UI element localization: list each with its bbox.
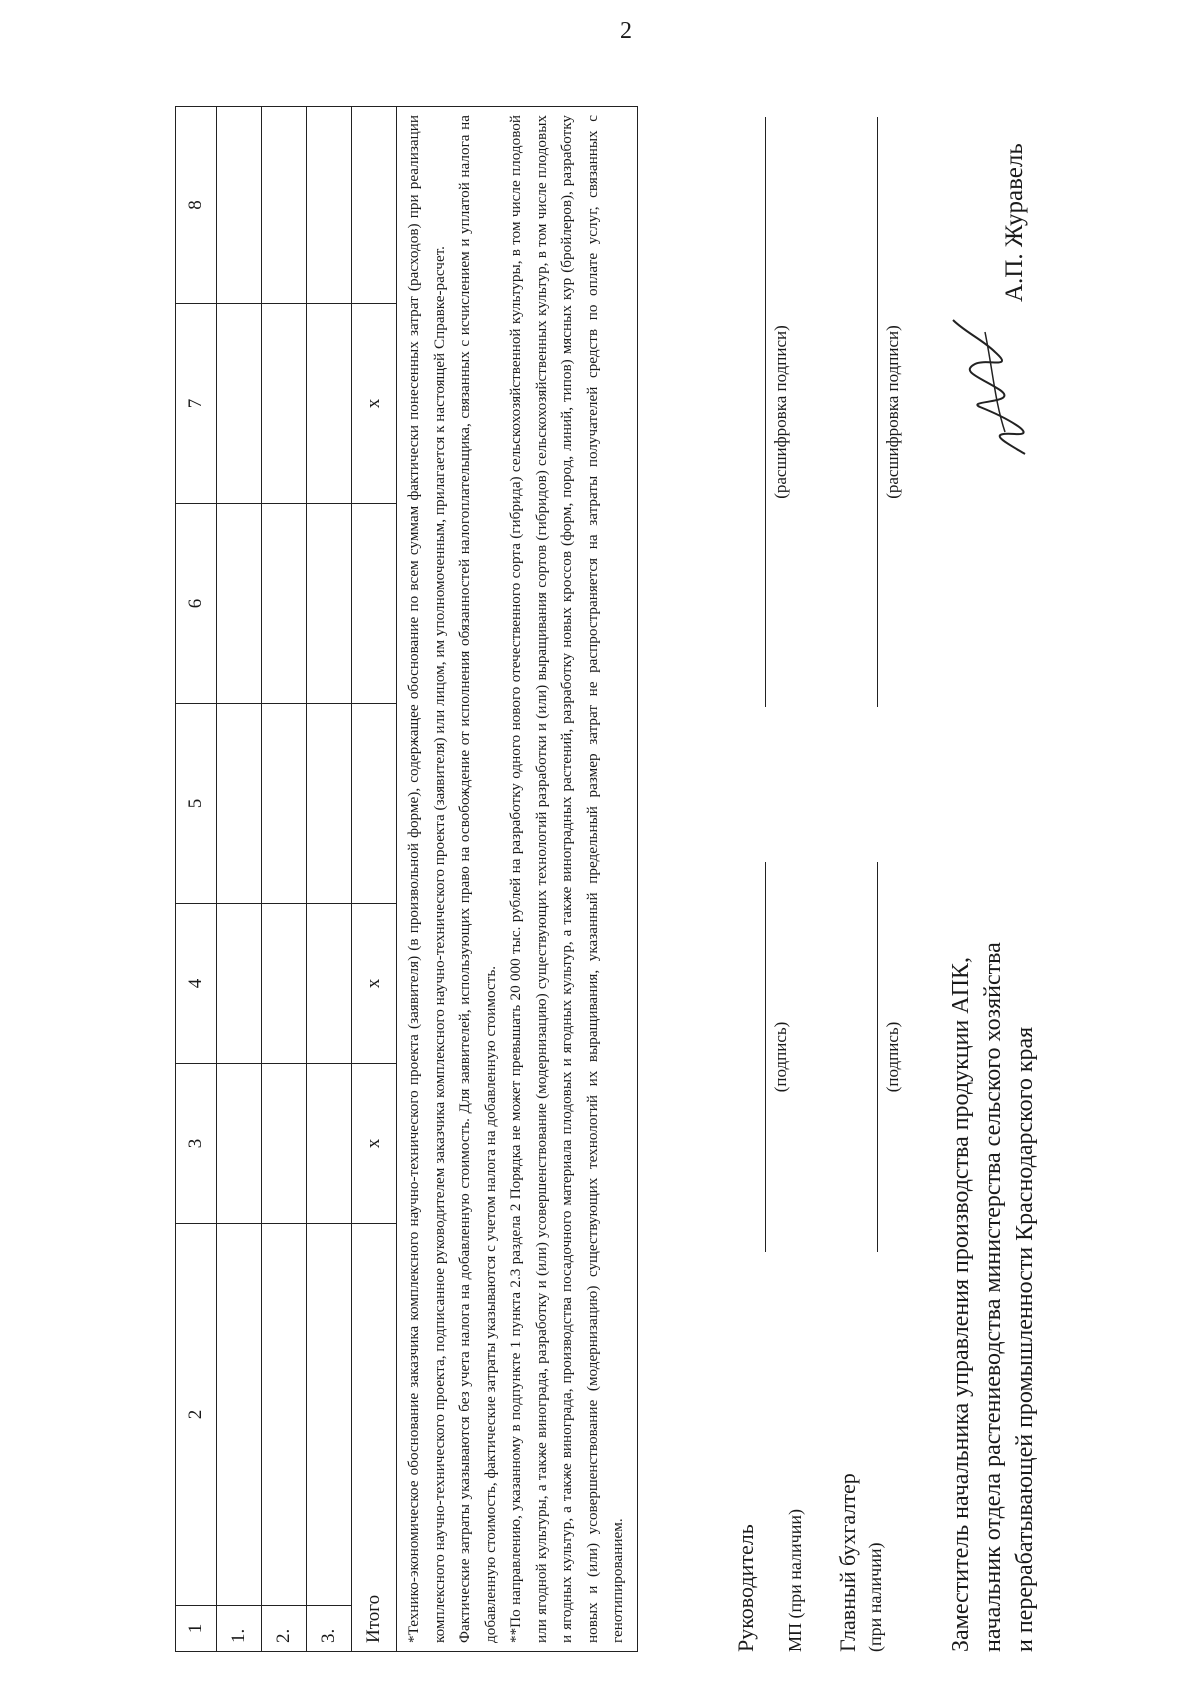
head-title: Руководитель (733, 1524, 758, 1652)
header-cell: 8 (176, 107, 217, 304)
table-cell (307, 107, 352, 304)
total-label: Итого (352, 1224, 397, 1652)
notes-row (397, 107, 638, 1652)
row-number: 3. (307, 1606, 352, 1652)
header-cell: 2 (176, 1224, 217, 1606)
accountant-sign-line (877, 862, 878, 1252)
head-sign-line (765, 862, 766, 1252)
table-cell (262, 1224, 307, 1606)
handwritten-signature-icon (945, 312, 1045, 462)
table-cell (307, 1064, 352, 1224)
accountant-note: (при наличии) (865, 1542, 885, 1652)
calculation-table (175, 106, 638, 1652)
accountant-decode-caption: (расшифровка подписи) (883, 325, 902, 499)
footnotes (397, 107, 638, 1652)
head-decode-line (765, 117, 766, 707)
table-cell (262, 304, 307, 504)
header-cell: 7 (176, 304, 217, 504)
table-cell (262, 904, 307, 1064)
table-cell (262, 107, 307, 304)
table-cell (262, 504, 307, 704)
approver-position (945, 942, 1041, 1652)
header-cell: 4 (176, 904, 217, 1064)
approver-line: начальник отдела растениеводства министерства сельского хозяйства (980, 942, 1006, 1652)
table-row (217, 107, 262, 1652)
table-cell (217, 704, 262, 904)
table-header-row (176, 107, 217, 1652)
total-cell (352, 107, 397, 304)
accountant-title: Главный бухгалтер (835, 1473, 860, 1652)
approver-line: Заместитель начальника управления производства продукции АПК, (948, 957, 974, 1652)
footnote-2: Фактические затраты указываются без учета налога на добавленную стоимость. Для заявителей, использующих право на освобождение от исполнения обязанностей налогоплательщика, связанных с исчислением и уплатой налога на добавленную стоимость, фактические затраты указываются с учетом налога на добавленную стоимость. (456, 115, 499, 1643)
table-cell (217, 1224, 262, 1606)
total-cell: х (352, 904, 397, 1064)
table-cell (307, 1224, 352, 1606)
total-row (352, 107, 397, 1652)
table-row (307, 107, 352, 1652)
table-cell (307, 904, 352, 1064)
total-cell: х (352, 304, 397, 504)
header-cell: 5 (176, 704, 217, 904)
total-cell: х (352, 1064, 397, 1224)
table-cell (307, 504, 352, 704)
table-cell (307, 304, 352, 504)
table-cell (307, 704, 352, 904)
table-cell (217, 504, 262, 704)
accountant-decode-line (877, 117, 878, 707)
table-cell (262, 704, 307, 904)
footnote-3: **По направлению, указанному в подпункте 1 пункта 2.3 раздела 2 Порядка не может превышать 20 000 тыс. рублей на разработку одного нового отечественного сорта (гибрида) сельскохозяйственной культуры, в том числе плодовой или ягодной культуры, а также винограда, разработку и (или) усовершенствование (модернизацию) существующих технологий разработки и (или) выращивания сортов (гибридов) сельскохозяйственных культур, в том числе плодовых и ягодных культур, а также винограда, производства посадочного материала плодовых и ягодных культур, а также виноградных растений, разработку новых кроссов (форм, пород, линий, типов) мясных кур (бройлеров), разработку новых и (или) усовершенствование (модернизацию) существующих технологий их выращивания, указанный предельный размер затрат не распространяется на затраты получателей средств по оплате услуг, связанных с генотипированием. (507, 115, 626, 1643)
row-number: 1. (217, 1606, 262, 1652)
stamp-place: МП (при наличии) (785, 1509, 805, 1652)
table-cell (217, 304, 262, 504)
total-cell (352, 504, 397, 704)
table-cell (217, 904, 262, 1064)
header-cell: 1 (176, 1606, 217, 1652)
table-cell (217, 107, 262, 304)
accountant-sign-caption: (подпись) (883, 1021, 902, 1093)
row-number: 2. (262, 1606, 307, 1652)
approver-line: и перерабатывающей промышленности Краснодарского края (1012, 1026, 1038, 1652)
head-sign-caption: (подпись) (771, 1021, 790, 1093)
page-number: 2 (620, 18, 632, 44)
approver-name: А.П. Журавель (1001, 143, 1028, 302)
rotated-page-content (175, 107, 1065, 1652)
table-cell (262, 1064, 307, 1224)
header-cell: 6 (176, 504, 217, 704)
footnote-1: *Технико-экономическое обоснование заказчика комплексного научно-технического проекта (заявителя) (в произвольной форме), содержащее обоснование по всем суммам фактически понесенных затрат (расходов) при реализации комплексного научно-технического проекта, подписанное руководителем заказчика комплексного научно-технического проекта (заявителя) или лицом, им уполномоченным, прилагается к настоящей Справке-расчет. (405, 115, 448, 1643)
header-cell: 3 (176, 1064, 217, 1224)
table-row (262, 107, 307, 1652)
table-cell (217, 1064, 262, 1224)
total-cell (352, 704, 397, 904)
head-decode-caption: (расшифровка подписи) (771, 325, 790, 499)
